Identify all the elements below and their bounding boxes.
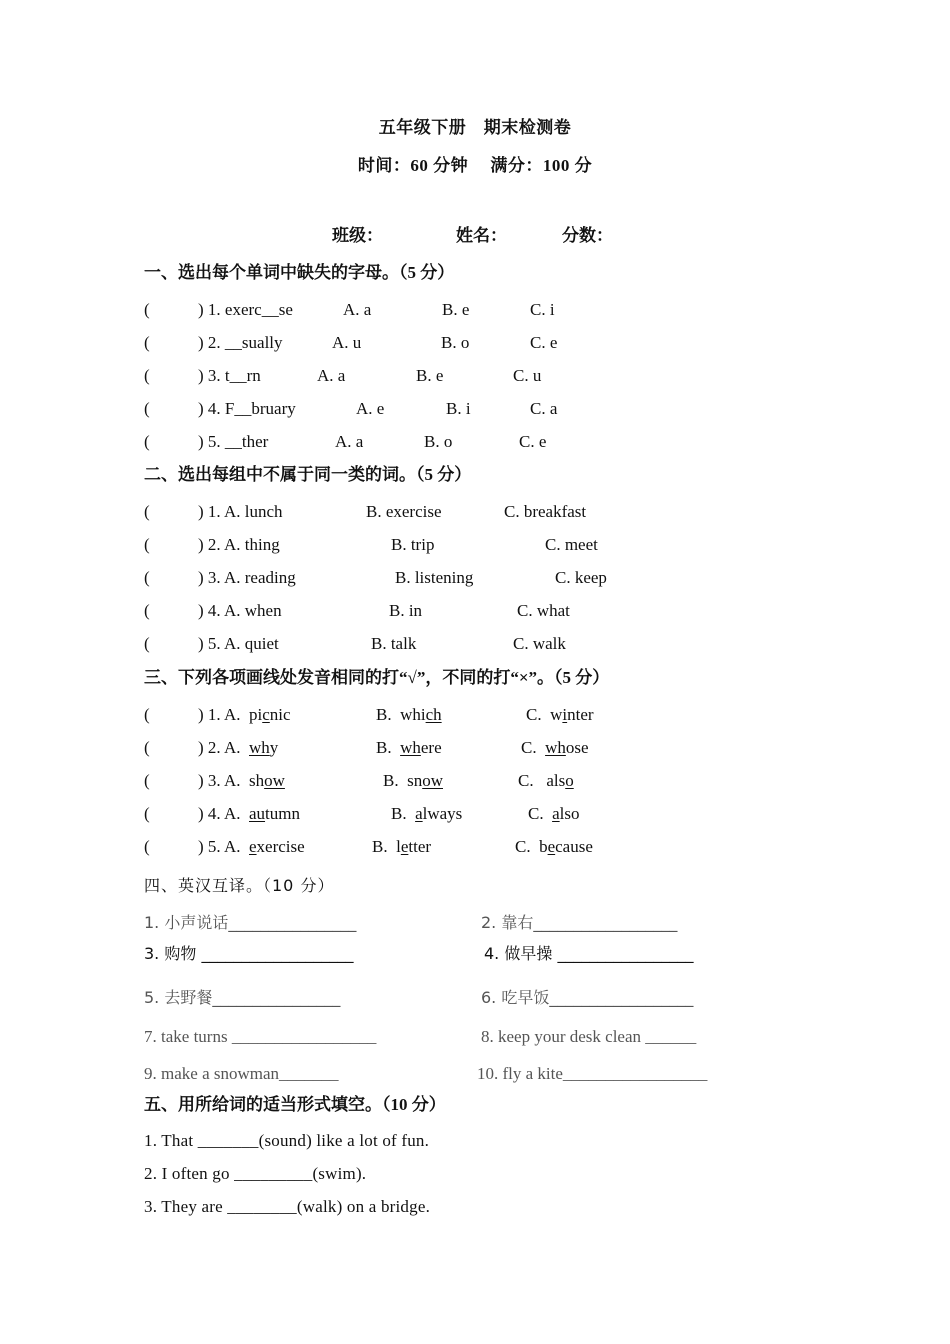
translation-item: 7. take turns _________________ [144, 1027, 377, 1046]
option-c: C. breakfast [504, 502, 587, 521]
section-4-heading: 四、英汉互译。（10 分） [144, 876, 335, 895]
section-5-heading: 五、用所给词的适当形式填空。（10 分） [144, 1095, 446, 1114]
option-b: B. e [416, 366, 444, 385]
option-b: B. talk [371, 634, 417, 653]
question-option-c: C. also [528, 804, 580, 823]
translation-item: 6. 吃早饭__________________ [481, 988, 694, 1007]
section-2-heading: 二、选出每组中不属于同一类的词。（5 分） [144, 465, 472, 484]
question-option-b: B. letter [372, 837, 432, 856]
answer-paren[interactable]: ( [144, 771, 150, 790]
translation-item: 3. 购物 ___________________ [144, 944, 354, 963]
question-option-a: ) 3. A. show [198, 771, 285, 790]
option-b: B. e [442, 300, 470, 319]
score-label: 分数： [562, 226, 613, 245]
question-stem: ) 2. A. thing [198, 535, 280, 554]
fill-blank-item: 3. They are ________(walk) on a bridge. [144, 1197, 431, 1216]
section-1-heading: 一、选出每个单词中缺失的字母。（5 分） [144, 263, 455, 282]
translation-item: 10. fly a kite_________________ [477, 1064, 708, 1083]
question-option-b: B. snow [383, 771, 443, 790]
option-c: C. keep [555, 568, 607, 587]
option-c: C. i [530, 300, 555, 319]
answer-paren[interactable]: ( [144, 804, 150, 823]
section-3-heading: 三、下列各项画线处发音相同的打“√”，不同的打“×”。（5 分） [144, 668, 610, 687]
answer-paren[interactable]: ( [144, 634, 150, 653]
name-label: 姓名： [456, 226, 507, 245]
option-b: B. o [441, 333, 470, 352]
fill-blank-item: 2. I often go _________(swim). [144, 1164, 367, 1183]
question-option-b: B. always [391, 804, 463, 823]
question-option-a: ) 1. A. picnic [198, 705, 291, 724]
option-b: B. listening [395, 568, 474, 587]
page-title: 五年级下册 期末检测卷 [378, 118, 572, 137]
question-option-c: C. whose [521, 738, 589, 757]
answer-paren[interactable]: ( [144, 535, 150, 554]
translation-item: 8. keep your desk clean ______ [481, 1027, 697, 1046]
option-b: B. i [446, 399, 471, 418]
question-option-b: B. where [376, 738, 442, 757]
question-stem: ) 4. A. when [198, 601, 282, 620]
class-label: 班级： [332, 226, 383, 245]
answer-paren[interactable]: ( [144, 432, 150, 451]
option-c: C. a [530, 399, 558, 418]
question-stem: ) 4. F__bruary [198, 399, 296, 418]
question-stem: ) 1. exerc__se [198, 300, 293, 319]
option-c: C. e [530, 333, 558, 352]
answer-paren[interactable]: ( [144, 333, 150, 352]
answer-paren[interactable]: ( [144, 705, 150, 724]
question-option-c: C. because [515, 837, 593, 856]
question-stem: ) 5. A. quiet [198, 634, 279, 653]
question-stem: ) 2. __sually [198, 333, 283, 352]
question-stem: ) 3. t__rn [198, 366, 261, 385]
answer-paren[interactable]: ( [144, 601, 150, 620]
answer-paren[interactable]: ( [144, 366, 150, 385]
question-stem: ) 5. __ther [198, 432, 269, 451]
option-c: C. meet [545, 535, 598, 554]
question-option-a: ) 4. A. autumn [198, 804, 300, 823]
option-c: C. u [513, 366, 542, 385]
option-b: B. exercise [366, 502, 442, 521]
option-b: B. in [389, 601, 423, 620]
translation-item: 1. 小声说话________________ [144, 913, 357, 932]
option-c: C. what [517, 601, 570, 620]
answer-paren[interactable]: ( [144, 300, 150, 319]
translation-item: 9. make a snowman_______ [144, 1064, 339, 1083]
question-option-a: ) 2. A. why [198, 738, 279, 757]
translation-item: 5. 去野餐________________ [144, 988, 341, 1007]
option-a: A. a [335, 432, 364, 451]
answer-paren[interactable]: ( [144, 568, 150, 587]
answer-paren[interactable]: ( [144, 399, 150, 418]
fill-blank-item: 1. That _______(sound) like a lot of fun. [144, 1131, 430, 1150]
option-a: A. a [343, 300, 372, 319]
exam-info: 时间：60 分钟 满分：100 分 [357, 156, 593, 175]
answer-paren[interactable]: ( [144, 837, 150, 856]
question-option-c: C. winter [526, 705, 594, 724]
option-a: A. a [317, 366, 346, 385]
question-option-a: ) 5. A. exercise [198, 837, 305, 856]
answer-paren[interactable]: ( [144, 738, 150, 757]
answer-paren[interactable]: ( [144, 502, 150, 521]
option-c: C. walk [513, 634, 566, 653]
question-stem: ) 3. A. reading [198, 568, 296, 587]
question-option-c: C. also [518, 771, 574, 790]
option-a: A. e [356, 399, 385, 418]
option-a: A. u [332, 333, 362, 352]
question-option-b: B. which [376, 705, 442, 724]
translation-item: 4. 做早操 _________________ [484, 944, 694, 963]
option-c: C. e [519, 432, 547, 451]
option-b: B. o [424, 432, 453, 451]
question-stem: ) 1. A. lunch [198, 502, 283, 521]
translation-item: 2. 靠右__________________ [481, 913, 678, 932]
option-b: B. trip [391, 535, 435, 554]
